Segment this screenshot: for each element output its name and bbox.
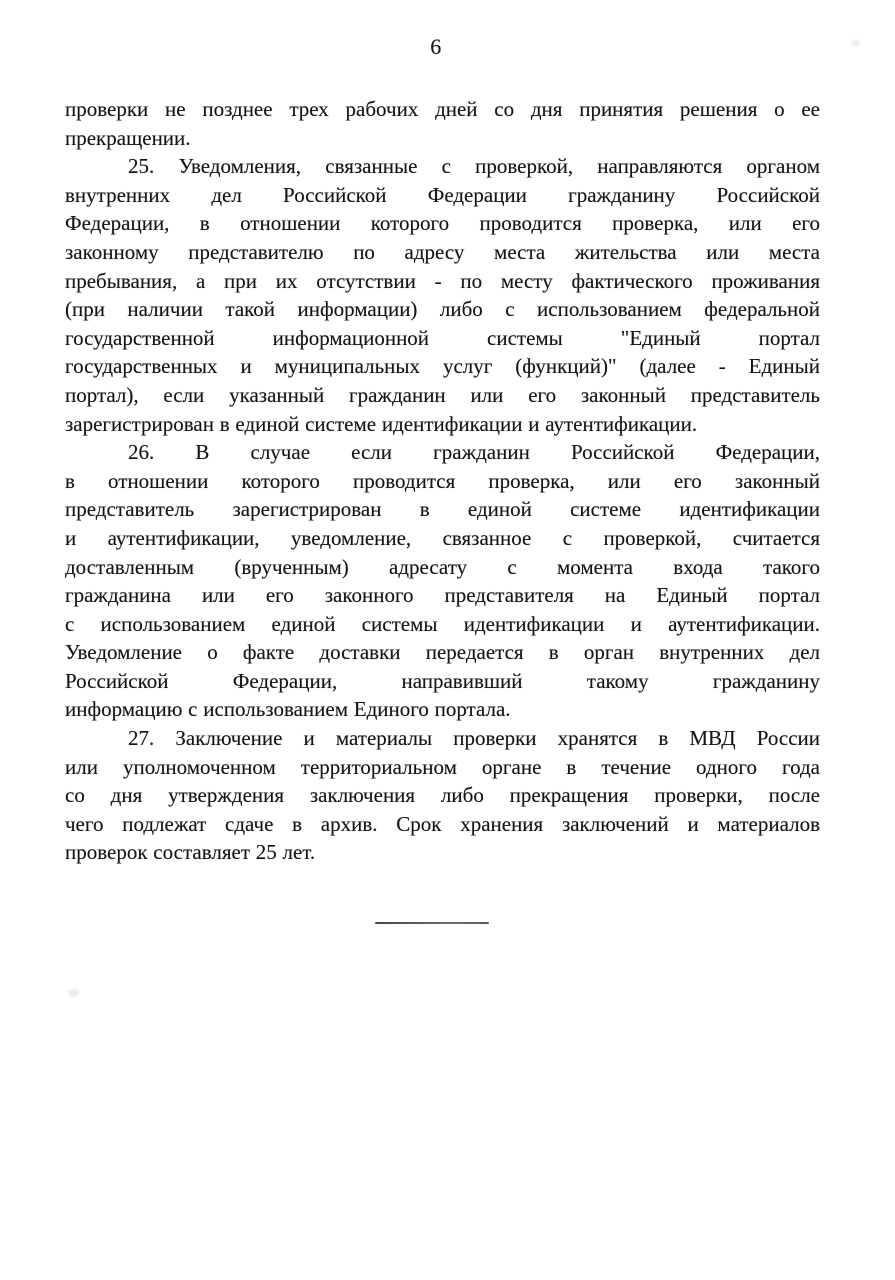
text-line: внутренних дел Российской Федерации гражданину Российской (65, 182, 820, 207)
text-line: Российской Федерации, направивший такому гражданину (65, 668, 820, 693)
text-line: представитель зарегистрирован в единой системе идентификации (65, 497, 820, 522)
paragraph (65, 438, 820, 724)
text-line: со дня утверждения заключения либо прекращения проверки, после (65, 783, 820, 808)
text-line: 25. Уведомления, связанные с проверкой, направляются органом (128, 154, 820, 179)
text-line: и аутентификации, уведомление, связанное с проверкой, считается (65, 525, 820, 550)
text-line: чего подлежат сдаче в архив. Срок хранения заключений и материалов (65, 811, 820, 836)
paragraph (65, 152, 820, 438)
text-line: с использованием единой системы идентификации и аутентификации. (65, 611, 820, 636)
text-line: или уполномоченном территориальном органе в течение одного года (65, 754, 820, 779)
text-line: 26. В случае если гражданин Российской Федерации, (128, 440, 820, 465)
scan-artifact (68, 989, 79, 997)
text-line: гражданина или его законного представителя на Единый портал (65, 583, 820, 608)
scan-artifact (851, 40, 860, 46)
text-line: государственной информационной системы "Единый портал (65, 325, 820, 350)
text-block (65, 95, 820, 867)
text-line: (при наличии такой информации) либо с использованием федеральной (65, 297, 820, 322)
text-line: доставленным (врученным) адресату с момента входа такого (65, 554, 820, 579)
paragraph (65, 95, 820, 152)
text-line: портал), если указанный гражданин или его законный представитель (65, 382, 820, 407)
text-line: в отношении которого проводится проверка, или его законный (65, 468, 820, 493)
section-end-rule (375, 922, 489, 924)
text-line: 27. Заключение и материалы проверки хранятся в МВД России (128, 726, 820, 751)
text-line: проверки не позднее трех рабочих дней со дня принятия решения о ее (65, 97, 820, 121)
text-line: прекращении. (65, 125, 191, 150)
text-line: государственных и муниципальных услуг (функций)" (далее - Единый (65, 354, 820, 379)
paragraph (65, 724, 820, 867)
text-line: Федерации, в отношении которого проводится проверка, или его (65, 211, 820, 236)
text-line: Уведомление о факте доставки передается в орган внутренних дел (65, 640, 820, 665)
text-line: зарегистрирован в единой системе идентификации и аутентификации. (65, 411, 698, 436)
page-number: 6 (430, 34, 442, 59)
text-line: законному представителю по адресу места жительства или места (65, 239, 820, 264)
text-line: проверок составляет 25 лет. (65, 840, 316, 865)
text-line: информацию с использованием Единого портала. (65, 697, 511, 722)
text-line: пребывания, а при их отсутствии - по месту фактического проживания (65, 268, 820, 293)
